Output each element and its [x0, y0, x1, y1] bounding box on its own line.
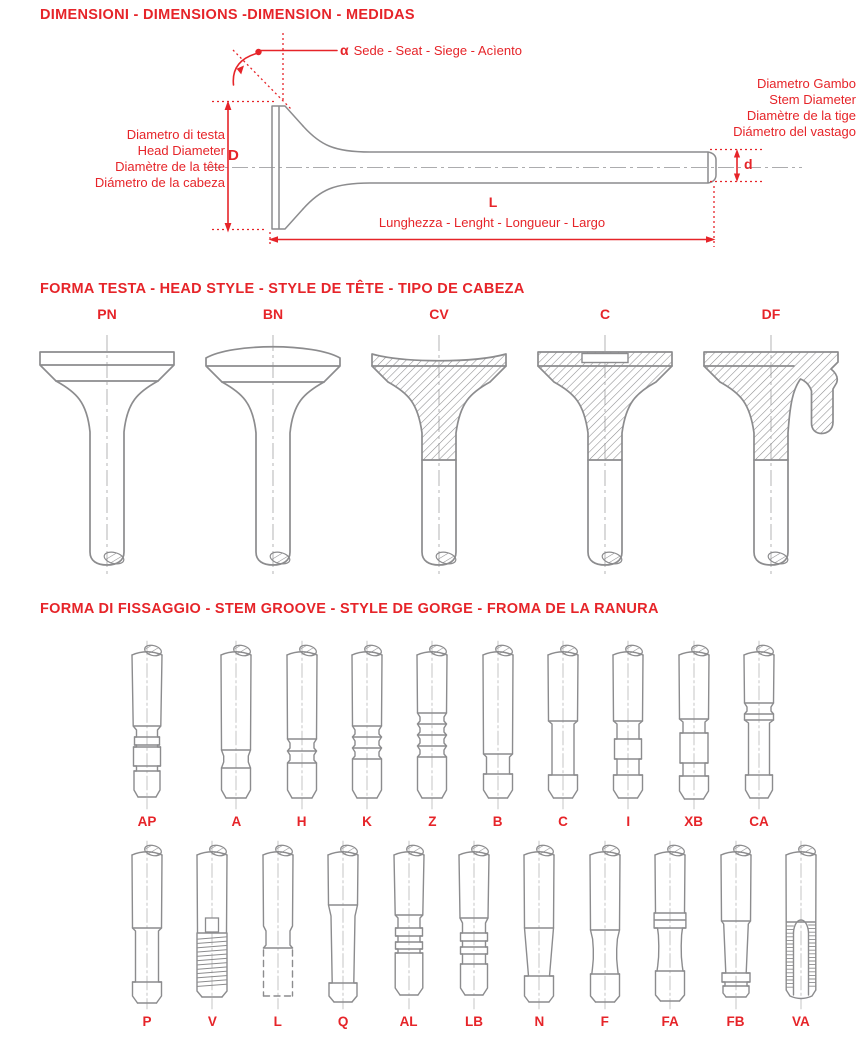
- head-diameter-label: Diametro di testa Head Diameter Diamètre de la tête Diámetro de la cabeza: [94, 127, 225, 190]
- stem-groove-drawing-z: [404, 638, 460, 812]
- stem-groove-drawing-p: [119, 838, 175, 1012]
- head-style-figure-df: [696, 306, 846, 577]
- stem-groove-figure-i: [600, 638, 656, 834]
- stem-groove-drawing-k: [339, 638, 395, 812]
- stem-groove-label: C: [558, 814, 568, 829]
- head-styles-row: [32, 306, 846, 577]
- stem-groove-figure-a: [208, 638, 264, 834]
- stem-groove-drawing-v: [184, 838, 240, 1012]
- head-style-label: CV: [429, 306, 449, 322]
- stem-groove-label: A: [231, 814, 242, 829]
- stem-groove-drawing-i: [600, 638, 656, 812]
- stem-groove-label: AL: [399, 1014, 418, 1029]
- stem-groove-label: B: [492, 814, 503, 829]
- stem-groove-figure-h: [274, 638, 330, 834]
- head-style-label: BN: [262, 306, 284, 322]
- stem-groove-figure-p: [119, 838, 175, 1034]
- stem-grooves-title: FORMA DI FISSAGGIO - STEM GROOVE - STYLE DE GORGE - FROMA DE LA RANURA: [40, 601, 659, 617]
- seat-angle-label: [340, 42, 522, 59]
- head-style-label: PN: [97, 306, 117, 322]
- stem-groove-figure-z: [404, 638, 460, 834]
- stem-groove-figure-ca: [731, 638, 787, 834]
- stem-groove-figure-ap: [119, 638, 175, 834]
- stem-groove-figure-f: [577, 838, 633, 1034]
- stem-groove-drawing-xb: [666, 638, 722, 812]
- stem-groove-label: Q: [337, 1014, 349, 1029]
- dimensions-title: DIMENSIONI - DIMENSIONS -DIMENSION - MEDIDAS: [40, 7, 415, 23]
- stem-groove-drawing-c: [535, 638, 591, 812]
- stem-groove-label: K: [362, 814, 372, 829]
- stem-grooves-row-1: [119, 638, 787, 834]
- stem-groove-figure-k: [339, 638, 395, 834]
- stem-groove-label: V: [207, 1014, 217, 1029]
- stem-groove-drawing-ca: [731, 638, 787, 812]
- stem-groove-figure-b: [470, 638, 526, 834]
- stem-groove-drawing-lb: [446, 838, 502, 1012]
- stem-groove-label: H: [296, 814, 307, 829]
- stem-groove-label: F: [600, 1014, 609, 1029]
- stem-groove-label: VA: [792, 1014, 810, 1029]
- stem-groove-drawing-h: [274, 638, 330, 812]
- length-label: Lunghezza - Lenght - Longueur - Largo: [378, 215, 606, 230]
- stem-groove-figure-fb: [708, 838, 764, 1034]
- stem-grooves-row-2: [119, 838, 829, 1034]
- stem-diameter-label: Diametro Gambo Stem Diameter Diamètre de la tige Diámetro del vastago: [733, 76, 856, 139]
- stem-groove-figure-fa: [642, 838, 698, 1034]
- head-style-drawing-c: [530, 332, 680, 577]
- stem-groove-figure-lb: [446, 838, 502, 1034]
- stem-groove-figure-al: [381, 838, 437, 1034]
- stem-groove-label: AP: [137, 814, 157, 829]
- head-style-label: DF: [761, 306, 781, 322]
- alpha-symbol: α: [340, 42, 349, 58]
- stem-diameter-symbol: d: [744, 156, 753, 172]
- head-style-figure-pn: [32, 306, 182, 577]
- stem-groove-label: CA: [749, 814, 769, 829]
- stem-groove-figure-n: [511, 838, 567, 1034]
- stem-groove-label: XB: [684, 814, 703, 829]
- head-style-figure-bn: [198, 306, 348, 577]
- head-diameter-symbol: D: [228, 147, 239, 164]
- head-style-drawing-bn: [198, 332, 348, 577]
- stem-groove-figure-v: [184, 838, 240, 1034]
- stem-groove-label: Z: [428, 814, 437, 829]
- stem-groove-figure-xb: [666, 638, 722, 834]
- stem-groove-drawing-fb: [708, 838, 764, 1012]
- stem-groove-drawing-al: [381, 838, 437, 1012]
- head-style-label: C: [599, 306, 611, 322]
- stem-groove-figure-c: [535, 638, 591, 834]
- stem-groove-drawing-a: [208, 638, 264, 812]
- length-symbol: L: [488, 194, 498, 210]
- stem-groove-drawing-fa: [642, 838, 698, 1012]
- stem-groove-drawing-b: [470, 638, 526, 812]
- head-style-figure-cv: [364, 306, 514, 577]
- stem-groove-label: L: [273, 1014, 282, 1029]
- stem-groove-drawing-q: [315, 838, 371, 1012]
- head-styles-title: FORMA TESTA - HEAD STYLE - STYLE DE TÊTE - TIPO DE CABEZA: [40, 281, 525, 297]
- stem-groove-figure-l: [250, 838, 306, 1034]
- stem-groove-figure-q: [315, 838, 371, 1034]
- stem-groove-label: FA: [661, 1014, 679, 1029]
- stem-groove-label: FB: [726, 1014, 745, 1029]
- head-style-drawing-pn: [32, 332, 182, 577]
- seat-label-text: Sede - Seat - Siege - Acìento: [353, 43, 522, 58]
- stem-groove-label: N: [534, 1014, 545, 1029]
- stem-groove-drawing-l: [250, 838, 306, 1012]
- stem-groove-drawing-n: [511, 838, 567, 1012]
- stem-groove-label: I: [626, 814, 631, 829]
- stem-groove-drawing-f: [577, 838, 633, 1012]
- stem-groove-figure-va: [773, 838, 829, 1034]
- head-style-figure-c: [530, 306, 680, 577]
- stem-groove-label: P: [142, 1014, 152, 1029]
- stem-groove-drawing-ap: [119, 638, 175, 812]
- stem-groove-drawing-va: [773, 838, 829, 1012]
- stem-groove-label: LB: [464, 1014, 483, 1029]
- head-style-drawing-df: [696, 332, 846, 577]
- head-style-drawing-cv: [364, 332, 514, 577]
